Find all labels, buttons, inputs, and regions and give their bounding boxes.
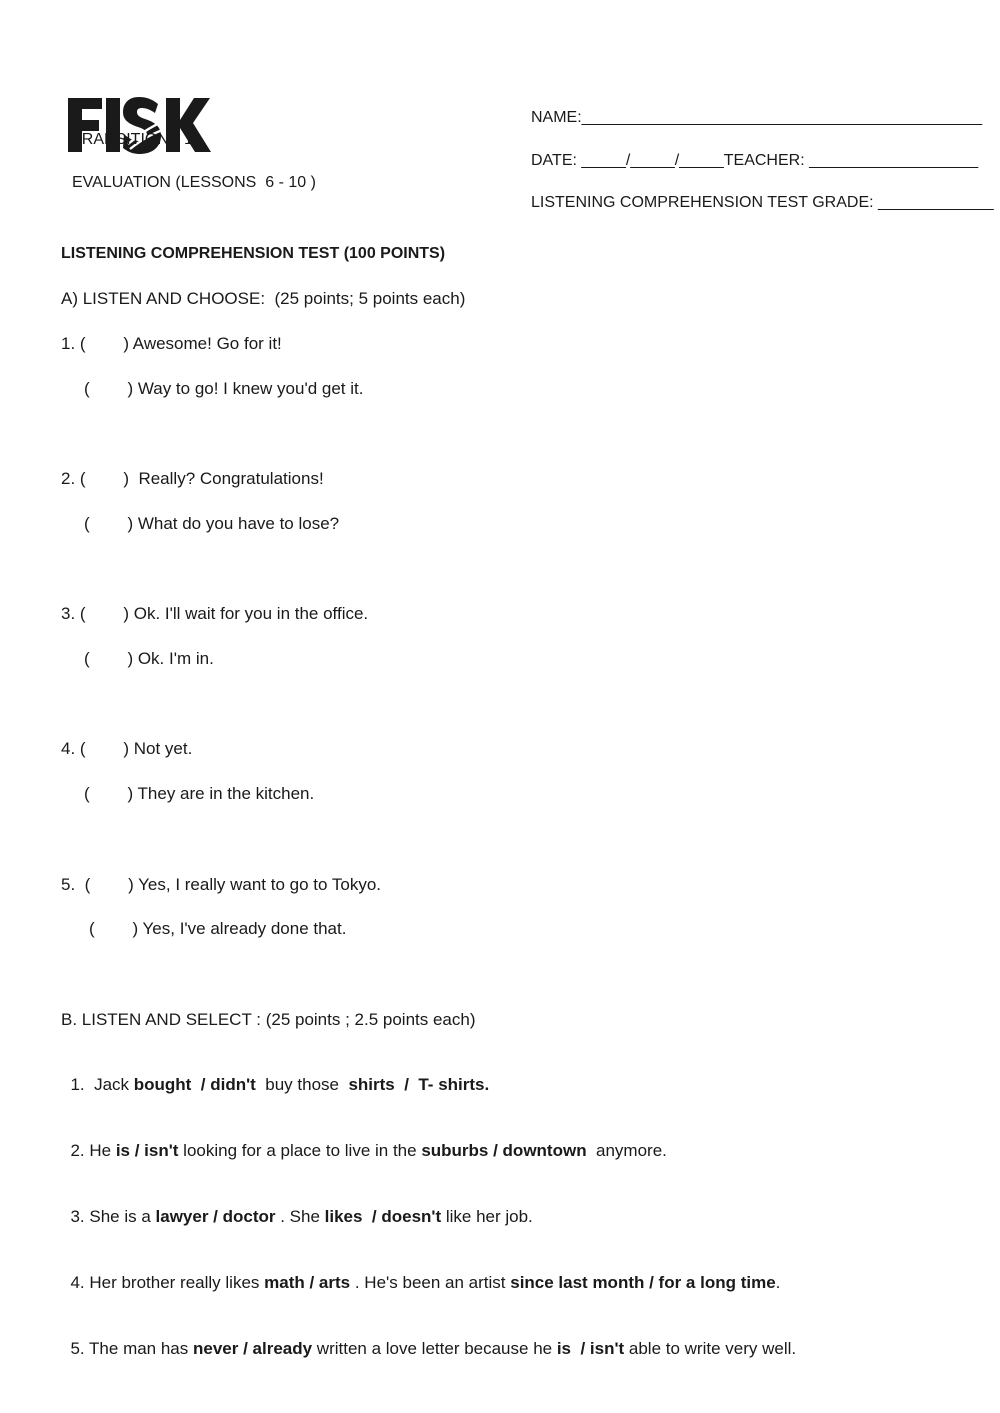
- select-1-choice-1: bought / didn't: [133, 1075, 256, 1094]
- evaluation-title: EVALUATION (LESSONS 6 - 10 ): [72, 174, 316, 191]
- select-2-part-1: 2. He: [70, 1141, 116, 1160]
- question-3-option-a: 3. ( ) Ok. I'll wait for you in the office.: [61, 604, 369, 623]
- question-1-option-a: 1. ( ) Awesome! Go for it!: [61, 334, 282, 353]
- section-b-title: B. LISTEN AND SELECT : (25 points ; 2.5 points each): [61, 1010, 476, 1029]
- select-3-part-2: . She: [275, 1207, 325, 1226]
- question-2-option-b: ( ) What do you have to lose?: [84, 514, 340, 533]
- select-1-part-2: buy those: [255, 1075, 349, 1094]
- select-4-part-1: 4. Her brother really likes: [70, 1273, 265, 1292]
- question-5-option-a: 5. ( ) Yes, I really want to go to Tokyo.: [61, 875, 382, 894]
- select-1-part-1: 1. Jack: [70, 1075, 134, 1094]
- select-3-choice-1: lawyer / doctor: [155, 1207, 276, 1226]
- select-4-part-3: .: [775, 1273, 781, 1292]
- test-title: LISTENING COMPREHENSION TEST (100 POINTS): [61, 245, 446, 262]
- select-5-choice-2: is / isn't: [556, 1339, 625, 1358]
- question-1-option-b: ( ) Way to go! I knew you'd get it.: [84, 379, 364, 398]
- grade-field[interactable]: LISTENING COMPREHENSION TEST GRADE: _____________: [531, 194, 994, 211]
- select-2-part-3: anymore.: [586, 1141, 667, 1160]
- select-1-choice-2: shirts / T- shirts.: [348, 1075, 490, 1094]
- question-2-option-a: 2. ( ) Really? Congratulations!: [61, 469, 324, 488]
- select-5-part-2: written a love letter because he: [312, 1339, 557, 1358]
- question-4-option-b: ( ) They are in the kitchen.: [84, 784, 315, 803]
- select-item-2: [61, 1121, 667, 1161]
- select-item-4: [61, 1253, 780, 1293]
- select-3-part-3: like her job.: [441, 1207, 533, 1226]
- select-3-choice-2: likes / doesn't: [324, 1207, 442, 1226]
- select-4-choice-2: since last month / for a long time: [510, 1273, 776, 1292]
- select-2-part-2: looking for a place to live in the: [178, 1141, 422, 1160]
- select-4-choice-1: math / arts: [264, 1273, 351, 1292]
- question-4-option-a: 4. ( ) Not yet.: [61, 739, 193, 758]
- select-item-5: [61, 1319, 796, 1359]
- fisk-logo: [66, 60, 212, 118]
- question-3-option-b: ( ) Ok. I'm in.: [84, 649, 214, 668]
- select-item-3: [61, 1187, 533, 1227]
- select-5-choice-1: never / already: [193, 1339, 313, 1358]
- select-item-1: [61, 1055, 489, 1095]
- select-5-part-1: 5. The man has: [70, 1339, 193, 1358]
- question-5-option-b: ( ) Yes, I've already done that.: [89, 919, 347, 938]
- date-teacher-field[interactable]: DATE: _____/_____/_____TEACHER: ___________________: [531, 152, 979, 169]
- select-4-part-2: . He's been an artist: [350, 1273, 511, 1292]
- select-2-choice-1: is / isn't: [115, 1141, 179, 1160]
- name-field[interactable]: NAME:_____________________________________________: [531, 109, 983, 126]
- select-3-part-1: 3. She is a: [70, 1207, 156, 1226]
- select-5-part-3: able to write very well.: [624, 1339, 797, 1358]
- course-title: TRANSITIONS 1: [72, 131, 193, 148]
- select-2-choice-2: suburbs / downtown: [421, 1141, 587, 1160]
- section-a-title: A) LISTEN AND CHOOSE: (25 points; 5 points each): [61, 289, 466, 308]
